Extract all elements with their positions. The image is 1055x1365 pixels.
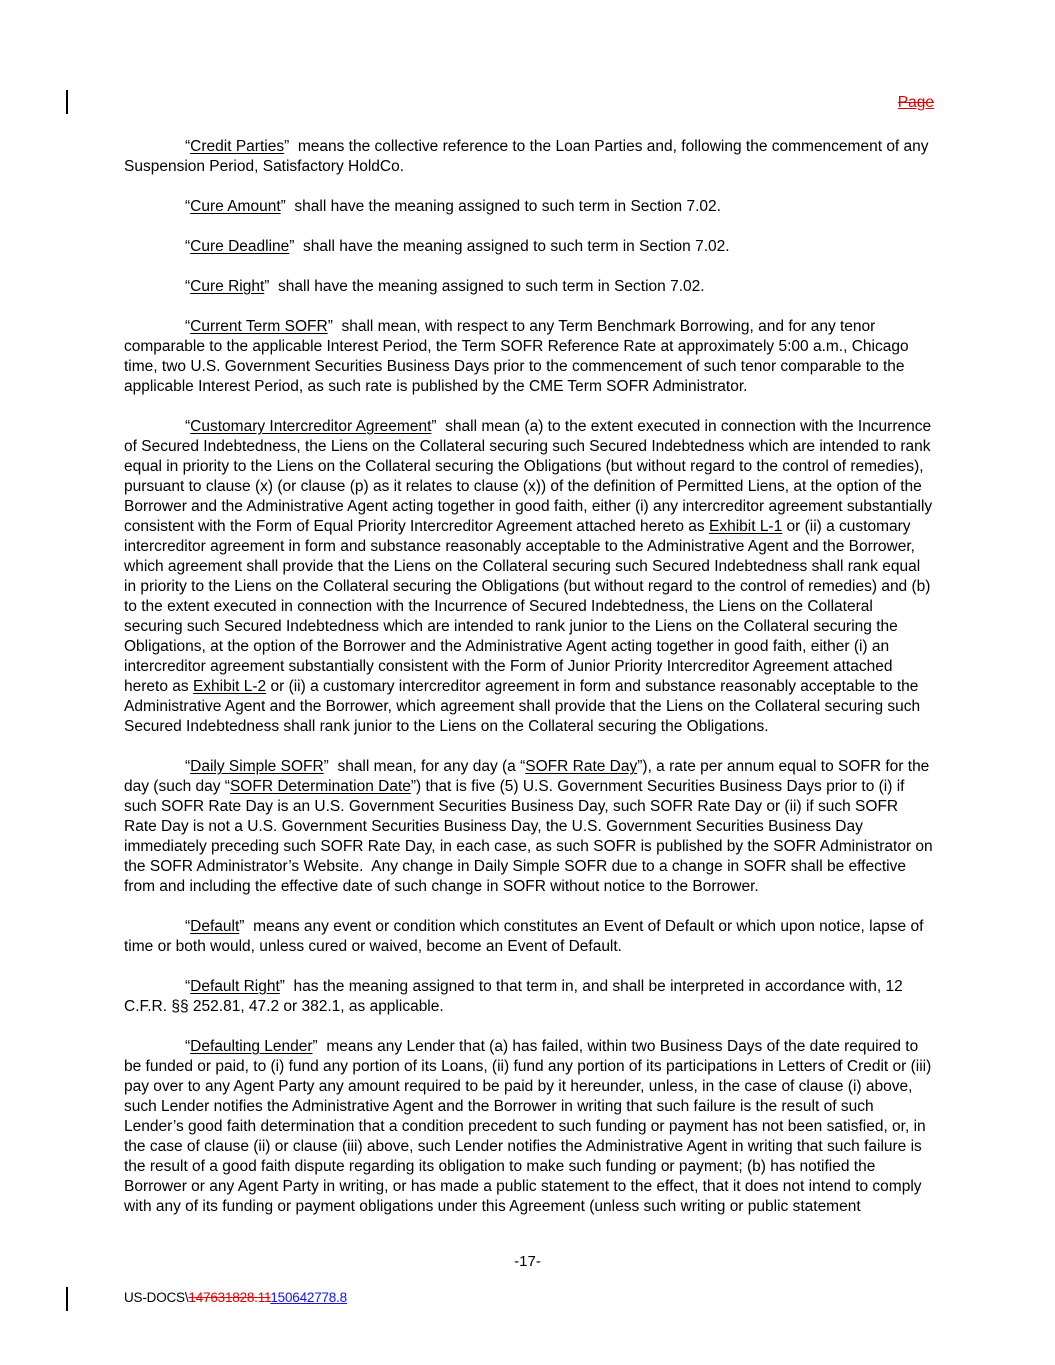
paragraph-text: ” shall mean, with respect to any Term Benchmark Borrowing, and for any tenor comparable to the applicable Interest Period, the Term SOFR Reference Rate at approximately 5:00 a.m., Chicago time, two U.S. Government Securities Business Days prior to the commencement of such tenor comparable to the applicable Interest Period, as such rate is published by the CME Term SOFR Administrator.: [124, 318, 913, 395]
docid-deleted: 147631828.11: [188, 1290, 271, 1305]
paragraph-text: ”) that is five (5) U.S. Government Securities Business Days prior to (i) if such SOFR Rate Day is an U.S. Government Securities Business Day, such SOFR Rate Day or (ii) if such SOFR Rate Day is not a U.S. Government Securities Business Day, the U.S. Government Securities Business Day immediately preceding such SOFR Rate Day, in each case, as such SOFR is published by the SOFR Administrator on the SOFR Administrator’s Website. Any change in Daily Simple SOFR due to a change in SOFR shall be effective from and including the effective date of such change in SOFR without notice to the Borrower.: [124, 778, 937, 895]
defined-term: Customary Intercreditor Agreement: [190, 418, 432, 435]
paragraph-text: “: [185, 418, 191, 435]
paragraph-text: “: [185, 758, 191, 775]
paragraph-text: ” has the meaning assigned to that term in, and shall be interpreted in accordance with, 12 C.F.R. §§ 252.81, 47.2 or 382.1, as applicable.: [124, 978, 908, 1015]
paragraph: [124, 1037, 934, 1217]
paragraph-text: “: [185, 1038, 191, 1055]
paragraph: [124, 917, 934, 957]
paragraph: [124, 277, 934, 297]
document-id-footer: [124, 1288, 347, 1308]
paragraph-text: “: [185, 278, 191, 295]
paragraph-text: “: [185, 138, 191, 155]
deleted-header-text: Page: [897, 94, 934, 111]
paragraph: [124, 417, 937, 737]
paragraph: [124, 977, 934, 1017]
paragraph: [124, 757, 937, 897]
defined-term: Credit Parties: [190, 138, 285, 155]
paragraph-text: ” means the collective reference to the Loan Parties and, following the commencement of any Suspension Period, Satisfactory HoldCo.: [124, 138, 933, 175]
defined-term: Cure Right: [190, 278, 265, 295]
paragraph-text: ” means any Lender that (a) has failed, within two Business Days of the date required to be funded or paid, to (i) fund any portion of its Loans, (ii) fund any portion of its participations in Letters of Credit or (iii) pay over to any Agent Party any amount required to be paid by it hereunder, unless, in the case of clause (i) above, such Lender notifies the Administrative Agent and the Borrower in writing that such failure is the result of such Lender’s good faith determination that a condition precedent to such funding or payment has not been satisfied, or, in the case of clause (ii) or clause (iii) above, such Lender notifies the Administrative Agent in writing that such failure is the result of a good faith dispute regarding its obligation to make such funding or payment; (b) has notified the Borrower or any Agent Party in writing, or has made a public statement to the effect, that it does not intend to comply with any of its funding or payment obligations under this Agreement (unless such writing or public statement: [124, 1038, 936, 1215]
paragraph-text: ”), a rate per annum equal to SOFR for the day (such day “: [124, 758, 934, 795]
defined-term: Default Right: [190, 978, 280, 995]
defined-term: Cure Deadline: [190, 238, 290, 255]
paragraph-text: ” shall mean (a) to the extent executed in connection with the Incurrence of Secured Indebtedness, the Liens on the Collateral securing such Secured Indebtedness which are intended to rank equal in priority to the Liens on the Collateral securing the Obligations (but without regard to the control of remedies), pursuant to clause (x) (or clause (p) as it relates to clause (x)) of the definition of Permitted Liens, at the option of the Borrower and the Administrative Agent acting together in good faith, either (i) any intercreditor agreement substantially consistent with the Form of Equal Priority Intercreditor Agreement attached hereto as: [124, 418, 937, 535]
paragraph: [124, 137, 934, 177]
defined-term: Defaulting Lender: [190, 1038, 313, 1055]
defined-term: Default: [190, 918, 240, 935]
document-body: [124, 137, 937, 1237]
paragraph-text: ” shall have the meaning assigned to such term in Section 7.02.: [289, 238, 730, 255]
paragraph-text: “: [185, 918, 191, 935]
paragraph-text: ” shall mean, for any day (a “: [323, 758, 526, 775]
defined-term: Cure Amount: [190, 198, 281, 215]
paragraph-text: ” shall have the meaning assigned to such term in Section 7.02.: [264, 278, 705, 295]
defined-term: Daily Simple SOFR: [190, 758, 324, 775]
docid-prefix: US-DOCS\: [124, 1290, 189, 1305]
paragraph-text: “: [185, 318, 191, 335]
docid-inserted: 150642778.8: [270, 1290, 347, 1305]
paragraph: [124, 317, 934, 397]
defined-term: Exhibit L-1: [708, 518, 783, 535]
paragraph-text: “: [185, 978, 191, 995]
page-number: -17-: [514, 1253, 541, 1270]
defined-term: SOFR Determination Date: [229, 778, 411, 795]
change-bar-top: [66, 90, 68, 114]
paragraph-text: “: [185, 198, 191, 215]
paragraph-text: “: [185, 238, 191, 255]
paragraph: [124, 237, 934, 257]
defined-term: Current Term SOFR: [190, 318, 328, 335]
page-header: [124, 93, 934, 113]
change-bar-bottom: [66, 1287, 68, 1311]
defined-term: Exhibit L-2: [192, 678, 267, 695]
defined-term: SOFR Rate Day: [525, 758, 638, 775]
paragraph-text: or (ii) a customary intercreditor agreement in form and substance reasonably acceptable to the Administrative Agent and the Borrower, which agreement shall provide that the Liens on the Collateral securing such Secured Indebtedness shall rank equal in priority to the Liens on the Collateral securing the Obligations (but without regard to the control of remedies) and (b) to the extent executed in connection with the Incurrence of Secured Indebtedness, the Liens on the Collateral securing such Secured Indebtedness which are intended to rank junior to the Liens on the Collateral securing the Obligations, at the option of the Borrower and the Administrative Agent acting together in good faith, either (i) an intercreditor agreement substantially consistent with the Form of Junior Priority Intercreditor Agreement attached hereto as: [124, 518, 935, 695]
paragraph-text: ” means any event or condition which constitutes an Event of Default or which upon notice, lapse of time or both would, unless cured or waived, become an Event of Default.: [124, 918, 928, 955]
paragraph-text: or (ii) a customary intercreditor agreement in form and substance reasonably acceptable to the Administrative Agent and the Borrower, which agreement shall provide that the Liens on the Collateral securing such Secured Indebtedness shall rank junior to the Liens on the Collateral securing the Obligations.: [124, 678, 925, 735]
paragraph: [124, 197, 934, 217]
paragraph-text: ” shall have the meaning assigned to such term in Section 7.02.: [280, 198, 721, 215]
